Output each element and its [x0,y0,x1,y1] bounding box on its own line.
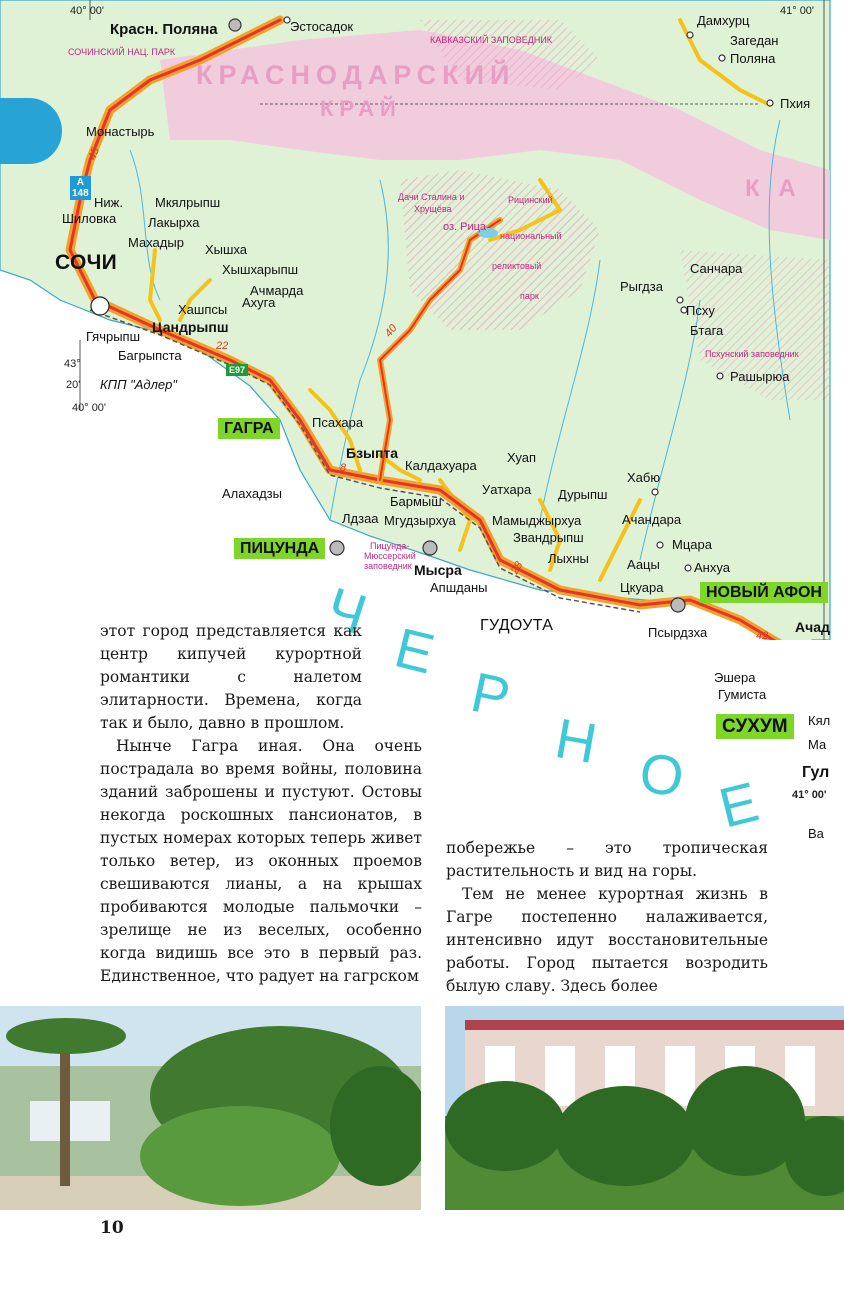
place-zvandrypsh: Звандрыпш [513,530,584,545]
place-monastyr: Монастырь [86,124,155,139]
region-fragment: К А [745,175,802,202]
label-dachi-2: Хрущёва [414,204,452,214]
city-sukhum: СУХУМ [716,714,794,739]
road-number-28: 28 [508,559,526,577]
place-khyshkha: Хышха [205,242,248,257]
label-ritsa-2: национальный [500,231,562,241]
place-estosadok: Эстосадок [290,19,354,34]
place-alakhadzy: Алахадзы [222,486,282,501]
place-aatsy: Аацы [627,557,660,572]
place-eshera: Эшера [714,670,756,685]
place-mkyalrypsh: Мкялрыпш [155,195,221,210]
grid-top-right: 41° 00' [780,5,815,17]
col1-paragraph-1: этот город представляется как центр кипучей курортной романтики с налетом элитарности. Времена, когда так и было, давно в прошлом. [100,622,362,732]
place-tskuara: Цкуара [620,580,664,595]
place-psyrdzkha: Псырдзха [648,625,708,640]
place-ankhua: Анхуа [694,560,730,575]
label-pitsunda-res-1: Пицунда- [370,541,410,551]
sea-letter-5: О [635,740,688,809]
place-kyal: Кял [808,713,831,728]
place-ldzaa: Лдзаа [342,511,379,526]
label-pitsunda-res-3: заповедник [364,561,412,571]
place-makhadyr: Махадыр [128,235,184,250]
place-khashpsy: Хашпсы [178,302,228,317]
col2-paragraph-2: Тем не менее курортная жизнь в Гагре постепенно налаживается, интенсивно идут восстановительные работы. Город пытается возродить былую славу. Здесь более [446,885,768,995]
label-pitsunda-res-2: Мюссерский [364,551,416,561]
photo-palms-beach [0,1006,421,1210]
grid-lat-1: 43° [64,358,81,370]
place-va: Ва [808,826,824,841]
photo-colonnade [445,1006,844,1210]
sea-letter-6: Е [712,769,765,840]
place-khabyu: Хабю [627,470,661,485]
place-gumista: Гумиста [718,687,767,702]
map-canvas [0,0,844,640]
label-sochi-park: СОЧИНСКИЙ НАЦ. ПАРК [68,47,176,57]
place-nizh: Ниж. [94,195,123,210]
place-zagedan-polyana: Поляна [730,51,776,66]
col2-paragraph-1: побережье – это тропическая растительность и вид на горы. [446,839,768,880]
road-number-8: 8 [340,462,347,474]
place-mamyjyrkhua: Мамыджырхуа [492,513,582,528]
grid-lat-2: 20' [66,379,81,391]
place-achad: Ачад [795,619,830,635]
sea-letter-1: Ч [319,574,375,647]
place-rygdza: Рыгдза [620,279,663,294]
region-krai: КРАЙ [320,96,402,121]
place-bagrypsta: Багрыпста [118,348,182,363]
grid-right-bottom: 41° 00' [792,789,827,801]
road-shield-a148: А 148 [72,177,89,199]
label-dachi-1: Дачи Сталина и [398,192,465,202]
place-krasn-polyana: Красн. Поляна [110,21,218,38]
place-khyshkharypsh: Хышхарыпш [222,262,299,277]
grid-bottom-left: 40° 00' [72,402,107,414]
place-achandara: Ачандара [622,512,682,527]
place-rashyryua: Рашырюа [730,369,790,384]
label-border-post: КПП "Адлер" [100,377,177,392]
city-novy-afon: НОВЫЙ АФОН [700,582,828,603]
place-khuap: Хуап [507,450,537,465]
place-mysra: Мысра [414,562,462,578]
place-ma: Ма [808,737,827,752]
col1-paragraph-2: Нынче Гагра иная. Она очень пострадала во время войны, половина зданий заброшены и пустуют. Остовы некогда роскошных пансионатов, в пустых номерах которых теперь живет только ветер, из оконных проемов свешиваются лианы, а на крышах пробиваются молодые пальмочки – зрелище не из веселых, особенно когда видишь все это в первый раз. Единственное, что радует на гагрском [100,737,422,985]
article-column-1 [100,620,422,988]
label-lake-ritsa: оз. Рица [443,221,487,233]
article-column-2 [446,837,768,998]
city-gudauta: ГУДОУТА [480,617,554,634]
road-number-45: 45 [86,146,102,162]
place-uatkhara: Уатхара [482,482,532,497]
place-zagedan: Загедан [730,33,779,48]
grid-top-left: 40° 00' [70,5,105,17]
place-lykhny: Лыхны [548,551,589,566]
place-durypsh: Дурыпш [558,487,608,502]
label-pskhu-res: Псхунский заповедник [705,349,799,359]
place-kaldakhuara: Калдахуара [405,458,477,473]
road-number-42: 42 [756,630,769,642]
place-mgudzyrkhua: Мгудзырхуа [384,513,456,528]
city-pitsunda: ПИЦУНДА [234,538,325,559]
place-bzypta: Бзыпта [346,445,399,461]
sea-letter-3: Р [465,659,516,730]
label-ritsa-4: парк [520,291,539,301]
place-lakyrkha: Лакырха [148,215,200,230]
place-gyachrypsh: Гячрыпш [86,329,141,344]
page-number: 10 [100,1218,124,1238]
city-sochi: СОЧИ [55,251,118,274]
place-mtsara: Мцара [672,537,712,552]
place-barmysh: Бармыш [390,494,442,509]
place-akhuga: Ахуга [242,295,276,310]
label-ritsa-3: реликтовый [492,261,542,271]
region-krasnodar: КРАСНОДАРСКИЙ [196,60,516,90]
label-kavkaz-reserve: КАВКАЗСКИЙ ЗАПОВЕДНИК [430,35,553,45]
place-sanchara: Санчара [690,261,743,276]
place-pkhiya: Пхия [780,96,811,111]
place-gul: Гул [802,764,830,781]
place-achmarda: Ачмарда [250,283,304,298]
place-tsandrypsh: Цандрыпш [152,319,229,335]
sea-letter-4: Н [550,705,602,776]
road-number-40: 40 [382,322,400,340]
label-ritsa-1: Рицинский [508,195,553,205]
road-number-22: 22 [216,340,229,352]
city-gagra: ГАГРА [218,418,280,439]
place-psakhara: Псахара [312,415,364,430]
place-damkhurts: Дамхурц [697,13,750,28]
place-shilovka: Шиловка [62,211,117,226]
place-btaga: Бтага [690,323,724,338]
place-apshdany: Апшданы [430,580,488,595]
sea-letter-2: Е [388,615,441,686]
place-pskhu: Псху [686,303,715,318]
road-shield-e97: E97 [226,364,248,376]
